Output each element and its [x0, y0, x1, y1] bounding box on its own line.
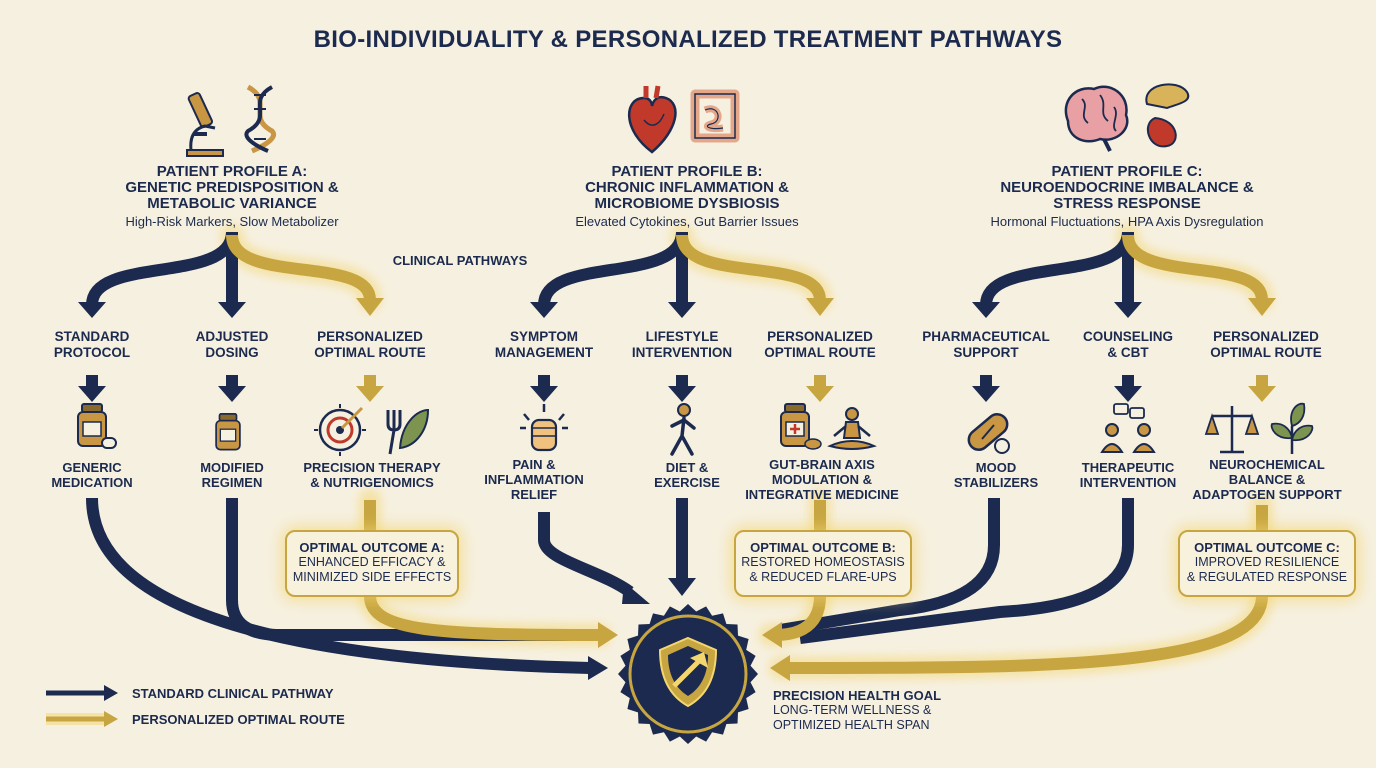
option-personalized-b: PERSONALIZED OPTIMAL ROUTE	[764, 329, 876, 360]
balance-scale-icon	[1206, 406, 1258, 452]
outcome-a-title: OPTIMAL OUTCOME A:	[299, 540, 445, 555]
outcome-a-description: ENHANCED EFFICACY & MINIMIZED SIDE EFFECTS	[292, 555, 452, 584]
meditation-icon	[830, 408, 874, 449]
precision-health-goal	[773, 688, 973, 733]
outcome-b-box	[734, 530, 912, 597]
legend-personalized-label: PERSONALIZED OPTIMAL ROUTE	[132, 712, 345, 727]
intestine-icon	[695, 94, 735, 138]
walking-person-icon	[672, 404, 694, 454]
option-personalized-a: PERSONALIZED OPTIMAL ROUTE	[314, 329, 426, 360]
option-adjusted-dosing: ADJUSTED DOSING	[195, 329, 269, 360]
profile-c-subtitle: Hormonal Fluctuations, HPA Axis Dysregulation	[990, 214, 1264, 229]
goal-title: PRECISION HEALTH GOAL	[773, 688, 942, 703]
fist-icon	[520, 404, 568, 450]
microscope-icon	[187, 92, 223, 156]
capsule-icon	[965, 410, 1012, 454]
profile-b-subtitle: Elevated Cytokines, Gut Barrier Issues	[575, 214, 799, 229]
result-neurochemical-balance: NEUROCHEMICAL BALANCE & ADAPTOGEN SUPPORT	[1192, 457, 1342, 502]
page-title: BIO-INDIVIDUALITY & PERSONALIZED TREATMENT PATHWAYS	[313, 26, 1063, 53]
profile-a-subtitle: High-Risk Markers, Slow Metabolizer	[125, 214, 339, 229]
profile-a-heading: PATIENT PROFILE A: GENETIC PREDISPOSITION & METABOLIC VARIANCE	[125, 163, 339, 212]
clinical-pathways-label: CLINICAL PATHWAYS	[392, 253, 528, 268]
outcome-c-title: OPTIMAL OUTCOME C:	[1194, 540, 1340, 555]
herb-icon	[1272, 404, 1313, 454]
result-diet-exercise: DIET & EXERCISE	[654, 460, 720, 490]
result-pain-relief: PAIN & INFLAMMATION RELIEF	[484, 457, 584, 502]
result-gut-brain-axis: GUT-BRAIN AXIS MODULATION & INTEGRATIVE MEDICINE	[745, 457, 899, 502]
option-pharmaceutical-support: PHARMACEUTICAL SUPPORT	[922, 329, 1050, 360]
fork-leaf-icon	[388, 410, 428, 454]
option-standard-protocol: STANDARD PROTOCOL	[53, 329, 131, 360]
outcome-c-box	[1178, 530, 1356, 597]
target-icon	[314, 404, 366, 456]
heart-icon	[629, 86, 675, 152]
legend-personalized-arrow	[46, 711, 118, 727]
outcome-b-description: RESTORED HOMEOSTASIS & REDUCED FLARE-UPS	[741, 555, 905, 584]
result-generic-medication: GENERIC MEDICATION	[51, 460, 133, 490]
legend-standard-label: STANDARD CLINICAL PATHWAY	[132, 686, 334, 701]
result-modified-regimen: MODIFIED REGIMEN	[200, 460, 264, 490]
result-precision-therapy: PRECISION THERAPY & NUTRIGENOMICS	[303, 460, 441, 490]
dna-icon	[246, 87, 273, 151]
option-personalized-c: PERSONALIZED OPTIMAL ROUTE	[1210, 329, 1322, 360]
result-therapeutic-intervention: THERAPEUTIC INTERVENTION	[1079, 460, 1177, 490]
profile-c-heading: PATIENT PROFILE C: NEUROENDOCRINE IMBALANCE & STRESS RESPONSE	[1000, 163, 1254, 212]
outcome-a-box	[285, 530, 459, 597]
option-symptom-management: SYMPTOM MANAGEMENT	[494, 329, 594, 360]
adrenal-gland-icon	[1146, 84, 1188, 146]
outcome-b-title: OPTIMAL OUTCOME B:	[750, 540, 896, 555]
profile-b-heading: PATIENT PROFILE B: CHRONIC INFLAMMATION & MICROBIOME DYSBIOSIS	[585, 163, 789, 212]
goal-description: LONG-TERM WELLNESS & OPTIMIZED HEALTH SPAN	[773, 703, 932, 732]
outcome-c-description: IMPROVED RESILIENCE & REGULATED RESPONSE	[1186, 555, 1348, 584]
pill-bottle-icon	[78, 404, 116, 448]
pill-bottle-icon	[216, 414, 240, 450]
counseling-icon	[1102, 404, 1154, 452]
legend-standard-arrow	[46, 685, 118, 701]
supplement-bottle-icon	[781, 404, 821, 449]
option-counseling-cbt: COUNSELING & CBT	[1082, 329, 1173, 360]
result-mood-stabilizers: MOOD STABILIZERS	[953, 460, 1039, 490]
option-lifestyle-intervention: LIFESTYLE INTERVENTION	[631, 329, 733, 360]
brain-icon	[1066, 87, 1127, 151]
